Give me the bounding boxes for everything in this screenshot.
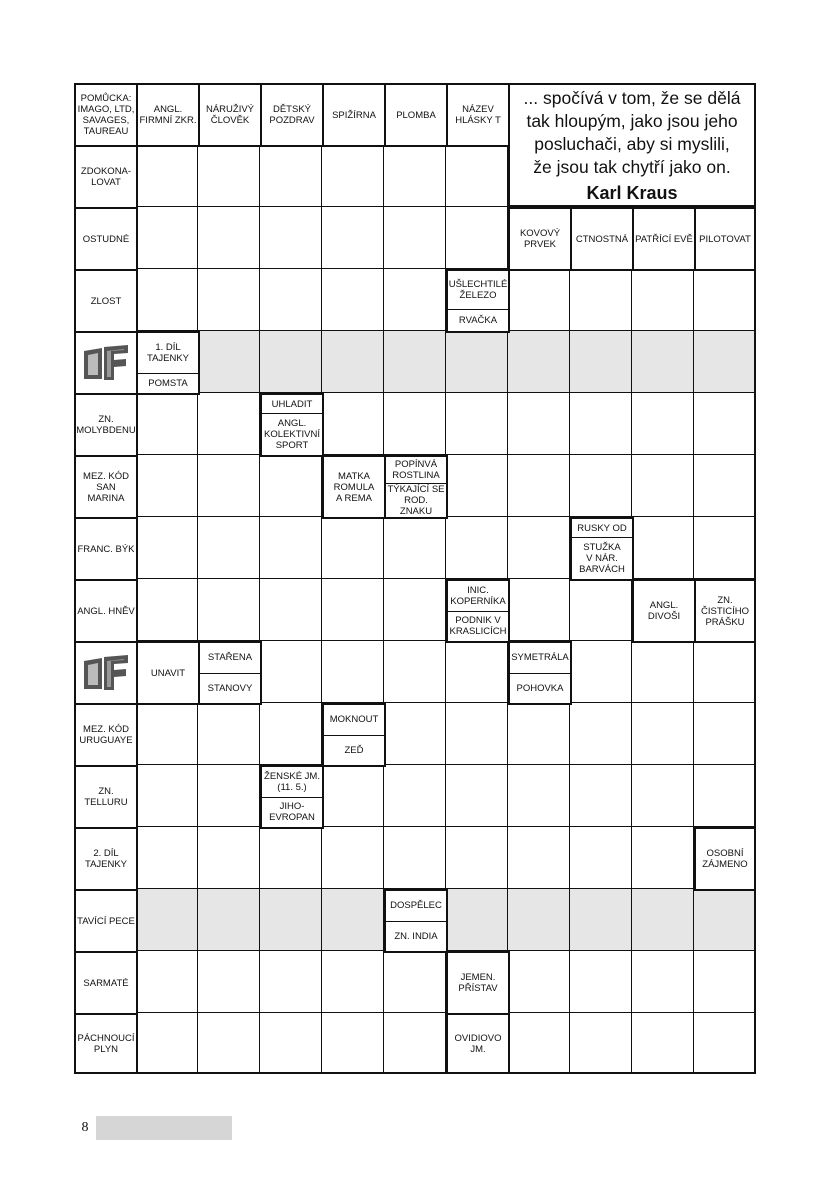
answer-cell[interactable] <box>508 269 570 331</box>
clue-cell: MEZ. KÓD URUGUAYE <box>74 703 138 767</box>
answer-cell[interactable] <box>322 145 384 207</box>
clue-part: ŽENSKÉ JM. (11. 5.) <box>264 770 320 793</box>
clue-part: RUSKY OD <box>577 522 627 534</box>
clue-cell-split <box>260 765 324 829</box>
clue-cell: PÁCHNOUCÍ PLYN <box>74 1013 138 1074</box>
answer-cell[interactable] <box>570 579 632 641</box>
answer-cell[interactable] <box>694 889 756 951</box>
answer-cell[interactable] <box>632 455 694 517</box>
answer-cell[interactable] <box>508 579 570 641</box>
answer-cell[interactable] <box>260 951 322 1013</box>
clue-cell: UNAVIT <box>136 641 200 705</box>
clue-cell: ZN. ČISTICÍHO PRÁŠKU <box>694 579 756 643</box>
clue-cell: ZDOKONA- LOVAT <box>74 145 138 209</box>
answer-cell[interactable] <box>632 393 694 455</box>
answer-cell[interactable] <box>446 455 508 517</box>
answer-cell[interactable] <box>322 331 384 393</box>
clue-cell: OVIDIOVO JM. <box>446 1013 510 1074</box>
answer-cell[interactable] <box>570 1013 632 1074</box>
answer-cell[interactable] <box>570 703 632 765</box>
clue-cell: NÁRUŽIVÝ ČLOVĚK <box>198 83 262 147</box>
answer-cell[interactable] <box>384 765 446 827</box>
answer-cell[interactable] <box>260 331 322 393</box>
answer-cell[interactable] <box>508 765 570 827</box>
answer-cell[interactable] <box>384 641 446 703</box>
answer-cell[interactable] <box>198 269 260 331</box>
answer-cell[interactable] <box>570 269 632 331</box>
clue-cell-split <box>260 393 324 457</box>
clue-part: TÝKAJÍCÍ SE ROD. ZNAKU <box>387 484 445 517</box>
answer-cell[interactable] <box>198 145 260 207</box>
answer-cell[interactable] <box>198 455 260 517</box>
answer-cell[interactable] <box>632 703 694 765</box>
page-footer-bar <box>74 1116 232 1140</box>
answer-cell[interactable] <box>694 951 756 1013</box>
clue-part: STANOVY <box>200 673 260 704</box>
answer-cell[interactable] <box>322 393 384 455</box>
clue-cell: DĚTSKÝ POZDRAV <box>260 83 324 147</box>
answer-cell[interactable] <box>260 579 322 641</box>
answer-cell[interactable] <box>694 269 756 331</box>
answer-cell[interactable] <box>322 269 384 331</box>
clue-part: INIC. KOPERNÍKA <box>450 584 506 607</box>
answer-cell[interactable] <box>198 765 260 827</box>
answer-cell[interactable] <box>260 145 322 207</box>
answer-cell[interactable] <box>322 517 384 579</box>
answer-cell[interactable] <box>260 1013 322 1074</box>
clue-cell: MATKA ROMULA A REMA <box>322 455 386 519</box>
answer-cell[interactable] <box>136 579 198 641</box>
clue-cell: 2. DÍL TAJENKY <box>74 827 138 891</box>
answer-cell[interactable] <box>570 331 632 393</box>
clue-cell: ANGL. HNĚV <box>74 579 138 643</box>
clue-cell: JEMEN. PŘÍSTAV <box>446 951 510 1015</box>
answer-cell[interactable] <box>136 889 198 951</box>
answer-cell[interactable] <box>508 951 570 1013</box>
answer-cell[interactable] <box>384 579 446 641</box>
answer-cell[interactable] <box>570 951 632 1013</box>
answer-cell[interactable] <box>322 951 384 1013</box>
answer-cell[interactable] <box>198 331 260 393</box>
answer-cell[interactable] <box>446 765 508 827</box>
answer-cell[interactable] <box>136 393 198 455</box>
answer-cell[interactable] <box>136 827 198 889</box>
answer-cell[interactable] <box>508 331 570 393</box>
clue-cell: SPIŽÍRNA <box>322 83 386 147</box>
answer-cell[interactable] <box>322 207 384 269</box>
answer-cell[interactable] <box>384 393 446 455</box>
clue-cell: POMŮCKA: IMAGO, LTD, SAVAGES, TAUREAU <box>74 83 138 147</box>
clue-cell: ZN. MOLYBDENU <box>74 393 138 457</box>
clue-cell-split <box>570 517 634 581</box>
answer-cell[interactable] <box>322 827 384 889</box>
clue-cell: MEZ. KÓD SAN MARINA <box>74 455 138 519</box>
clue-part: MOKNOUT <box>329 714 379 726</box>
clue-cell-split <box>446 269 510 333</box>
clue-part: DOSPĚLEC <box>390 900 442 912</box>
answer-cell[interactable] <box>260 703 322 765</box>
answer-cell[interactable] <box>322 765 384 827</box>
clue-cell-split <box>508 641 572 705</box>
answer-cell[interactable] <box>446 331 508 393</box>
answer-cell[interactable] <box>198 951 260 1013</box>
clue-part: POPÍNVÁ ROSTLINA <box>392 459 440 481</box>
clue-part: JIHO- EVROPAN <box>262 797 322 828</box>
answer-cell[interactable] <box>694 331 756 393</box>
answer-cell[interactable] <box>136 145 198 207</box>
answer-cell[interactable] <box>322 641 384 703</box>
answer-cell[interactable] <box>446 145 508 207</box>
clue-part: ANGL. KOLEKTIVNÍ SPORT <box>262 413 322 455</box>
answer-cell[interactable] <box>632 269 694 331</box>
answer-cell[interactable] <box>446 703 508 765</box>
answer-cell[interactable] <box>260 517 322 579</box>
answer-cell[interactable] <box>570 827 632 889</box>
answer-cell[interactable] <box>198 393 260 455</box>
answer-cell[interactable] <box>446 393 508 455</box>
answer-cell[interactable] <box>198 889 260 951</box>
clue-cell-split <box>136 331 200 395</box>
answer-cell[interactable] <box>570 765 632 827</box>
clue-cell: OSTUDNÉ <box>74 207 138 271</box>
answer-cell[interactable] <box>446 517 508 579</box>
answer-cell[interactable] <box>508 889 570 951</box>
answer-cell[interactable] <box>198 579 260 641</box>
clue-part: POHOVKA <box>510 673 570 704</box>
answer-cell[interactable] <box>632 951 694 1013</box>
logo-icon <box>74 641 138 705</box>
answer-cell[interactable] <box>136 207 198 269</box>
clue-part: ZEĎ <box>324 735 384 766</box>
logo-icon <box>74 331 138 395</box>
answer-cell[interactable] <box>260 207 322 269</box>
answer-cell[interactable] <box>508 703 570 765</box>
answer-cell[interactable] <box>384 517 446 579</box>
answer-cell[interactable] <box>694 517 756 579</box>
clue-cell: ZN. TELLURU <box>74 765 138 829</box>
answer-cell[interactable] <box>198 1013 260 1074</box>
answer-cell[interactable] <box>508 517 570 579</box>
answer-cell[interactable] <box>508 827 570 889</box>
answer-cell[interactable] <box>198 703 260 765</box>
quote-author: Karl Kraus <box>586 182 678 203</box>
clue-part: SYMETRÁLA <box>511 652 569 664</box>
quote-box <box>508 83 756 207</box>
clue-cell-split <box>384 889 448 953</box>
clue-cell: PLOMBA <box>384 83 448 147</box>
clue-part: UHLADIT <box>271 398 313 410</box>
answer-cell[interactable] <box>136 517 198 579</box>
answer-cell[interactable] <box>446 207 508 269</box>
answer-cell[interactable] <box>260 269 322 331</box>
clue-cell: TAVÍCÍ PECE <box>74 889 138 953</box>
answer-cell[interactable] <box>446 641 508 703</box>
clue-cell: PATŘÍCÍ EVĚ <box>632 207 696 271</box>
clue-part: POMSTA <box>138 373 198 393</box>
answer-cell[interactable] <box>322 1013 384 1074</box>
answer-cell[interactable] <box>136 951 198 1013</box>
clue-cell: CTNOSTNÁ <box>570 207 634 271</box>
answer-cell[interactable] <box>136 455 198 517</box>
clue-part: 1. DÍL TAJENKY <box>146 342 190 364</box>
answer-cell[interactable] <box>384 145 446 207</box>
clue-cell-split <box>322 703 386 767</box>
answer-cell[interactable] <box>508 393 570 455</box>
answer-cell[interactable] <box>384 1013 446 1074</box>
answer-cell[interactable] <box>260 641 322 703</box>
answer-cell[interactable] <box>694 393 756 455</box>
clue-part: RVAČKA <box>448 309 508 331</box>
answer-cell[interactable] <box>136 1013 198 1074</box>
answer-cell[interactable] <box>508 455 570 517</box>
answer-cell[interactable] <box>632 827 694 889</box>
answer-cell[interactable] <box>632 641 694 703</box>
clue-cell-split <box>198 641 262 705</box>
answer-cell[interactable] <box>446 889 508 951</box>
answer-cell[interactable] <box>694 641 756 703</box>
answer-cell[interactable] <box>260 827 322 889</box>
clue-cell: SARMATÉ <box>74 951 138 1015</box>
answer-cell[interactable] <box>322 889 384 951</box>
answer-cell[interactable] <box>384 703 446 765</box>
answer-cell[interactable] <box>632 517 694 579</box>
quote-text: ... spočívá v tom, že se dělá tak hloupým, jako jsou jeho posluchači, aby si myslili, že jsou tak chytří jako on. <box>523 87 741 177</box>
answer-cell[interactable] <box>260 889 322 951</box>
answer-cell[interactable] <box>198 827 260 889</box>
clue-cell: OSOBNÍ ZÁJMENO <box>694 827 756 891</box>
clue-part: ZN. INDIA <box>386 921 446 952</box>
clue-cell: ANGL. FIRMNÍ ZKR. <box>136 83 200 147</box>
answer-cell[interactable] <box>632 765 694 827</box>
clue-cell: PILOTOVAT <box>694 207 756 271</box>
answer-cell[interactable] <box>136 703 198 765</box>
clue-cell: NÁZEV HLÁSKY T <box>446 83 510 147</box>
answer-cell[interactable] <box>198 207 260 269</box>
clue-part: UŠLECHTILÉ ŽELEZO <box>448 279 508 301</box>
answer-cell[interactable] <box>384 827 446 889</box>
clue-part: STAŘENA <box>207 652 253 664</box>
answer-cell[interactable] <box>508 1013 570 1074</box>
clue-cell: ZLOST <box>74 269 138 333</box>
answer-cell[interactable] <box>384 951 446 1013</box>
clue-cell: FRANC. BÝK <box>74 517 138 581</box>
clue-cell-split <box>384 455 448 519</box>
answer-cell[interactable] <box>632 331 694 393</box>
page-number: 8 <box>74 1116 96 1140</box>
clue-part: PODNIK V KRASLICÍCH <box>448 611 508 642</box>
answer-cell[interactable] <box>446 827 508 889</box>
clue-part: STUŽKA V NÁR. BARVÁCH <box>572 537 632 579</box>
clue-cell: KOVOVÝ PRVEK <box>508 207 572 271</box>
answer-cell[interactable] <box>632 1013 694 1074</box>
answer-cell[interactable] <box>570 641 632 703</box>
answer-cell[interactable] <box>322 579 384 641</box>
answer-cell[interactable] <box>384 269 446 331</box>
answer-cell[interactable] <box>632 889 694 951</box>
answer-cell[interactable] <box>570 393 632 455</box>
answer-cell[interactable] <box>198 517 260 579</box>
answer-cell[interactable] <box>694 703 756 765</box>
answer-cell[interactable] <box>570 455 632 517</box>
answer-cell[interactable] <box>570 889 632 951</box>
answer-cell[interactable] <box>384 331 446 393</box>
clue-cell: ANGL. DIVOŠI <box>632 579 696 643</box>
answer-cell[interactable] <box>384 207 446 269</box>
answer-cell[interactable] <box>694 765 756 827</box>
clue-cell-split <box>446 579 510 643</box>
answer-cell[interactable] <box>136 765 198 827</box>
answer-cell[interactable] <box>260 455 322 517</box>
answer-cell[interactable] <box>136 269 198 331</box>
answer-cell[interactable] <box>694 455 756 517</box>
answer-cell[interactable] <box>694 1013 756 1074</box>
